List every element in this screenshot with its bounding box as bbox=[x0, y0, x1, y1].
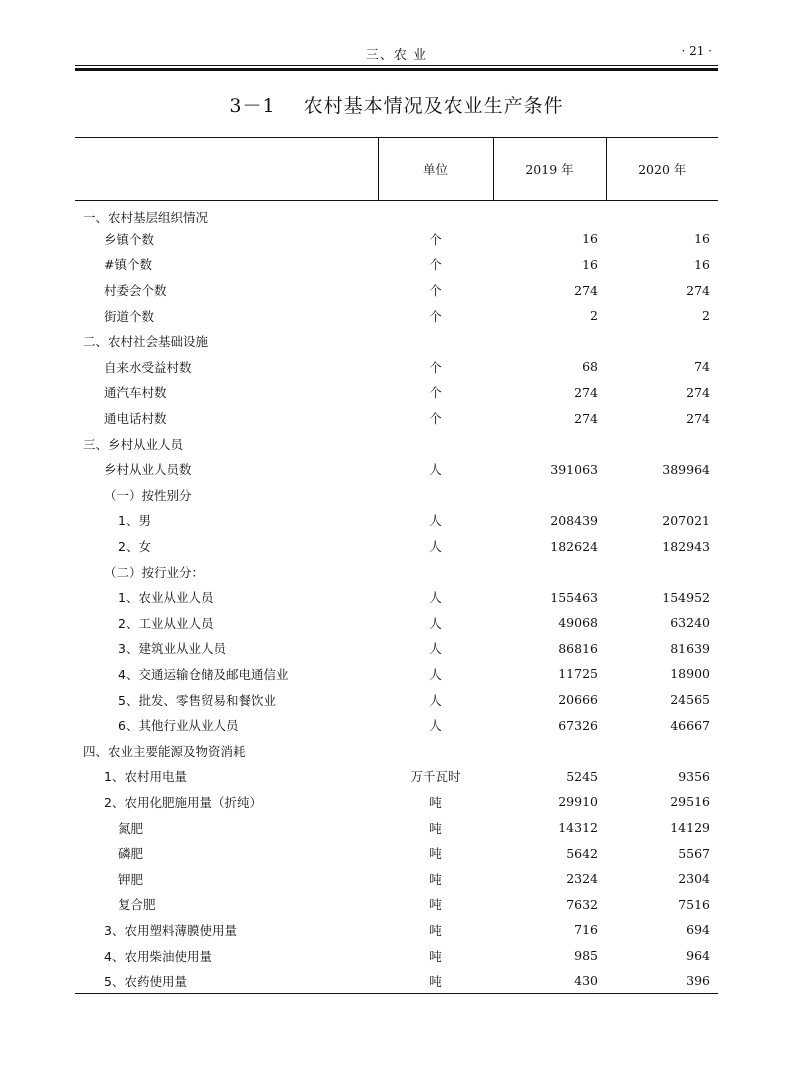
row-item-label: 3、农用塑料薄膜使用量 bbox=[104, 922, 237, 938]
table-number: 3－1 bbox=[229, 95, 276, 117]
row-unit: 吨 bbox=[429, 846, 442, 862]
header-rule-thin bbox=[75, 65, 718, 66]
header-rule-thick bbox=[75, 68, 718, 71]
table-row bbox=[75, 533, 718, 559]
row-item-label: 自来水受益村数 bbox=[104, 359, 192, 375]
row-unit: 人 bbox=[429, 513, 442, 529]
table-row bbox=[75, 866, 718, 892]
row-item-label: 通汽车村数 bbox=[104, 385, 167, 401]
row-unit bbox=[378, 482, 493, 508]
row-item-label: 4、农用柴油使用量 bbox=[104, 948, 212, 964]
row-unit: 人 bbox=[429, 666, 442, 682]
row-unit: 吨 bbox=[429, 948, 442, 964]
table-row bbox=[75, 482, 718, 508]
row-value-2019: 2 bbox=[590, 308, 598, 324]
table-row bbox=[75, 456, 718, 482]
row-value-2019: 67326 bbox=[558, 717, 598, 733]
running-head bbox=[75, 44, 718, 62]
table-row bbox=[75, 584, 718, 610]
table-row bbox=[75, 610, 718, 636]
row-value-2020: 24565 bbox=[670, 692, 710, 708]
row-value-2020: 7516 bbox=[678, 896, 710, 912]
row-value-2020: 396 bbox=[606, 968, 718, 994]
row-value-2019: 274 bbox=[574, 282, 598, 298]
row-value-2019 bbox=[493, 738, 606, 764]
row-value-2020: 274 bbox=[686, 282, 710, 298]
table-row bbox=[75, 892, 718, 918]
row-value-2020: 16 bbox=[694, 256, 710, 272]
table-body bbox=[75, 201, 718, 994]
table-title-text: 农村基本情况及农业生产条件 bbox=[303, 95, 564, 117]
table-row bbox=[75, 380, 718, 406]
table-row bbox=[75, 738, 718, 764]
table-row bbox=[75, 815, 718, 841]
row-value-2019: 182624 bbox=[550, 538, 598, 554]
row-value-2020: 16 bbox=[694, 231, 710, 247]
row-unit: 人 bbox=[429, 641, 442, 657]
row-value-2019: 155463 bbox=[550, 589, 598, 605]
table-row bbox=[75, 840, 718, 866]
row-item-label: 2、农用化肥施用量（折纯） bbox=[104, 794, 262, 810]
row-item-label: 3、建筑业从业人员 bbox=[118, 641, 226, 657]
row-unit bbox=[378, 431, 493, 457]
row-value-2020: 207021 bbox=[662, 512, 710, 528]
row-value-2020: 154952 bbox=[662, 589, 710, 605]
row-value-2019: 5245 bbox=[566, 768, 598, 784]
page-number: · 21 · bbox=[681, 44, 712, 58]
row-value-2020: 694 bbox=[686, 922, 710, 938]
row-item-label: 1、农村用电量 bbox=[104, 769, 187, 785]
row-unit: 人 bbox=[429, 590, 442, 606]
row-item-label: 5、农药使用量 bbox=[75, 968, 378, 994]
row-item-label: 1、农业从业人员 bbox=[118, 590, 214, 606]
table-row bbox=[75, 764, 718, 790]
statistics-table bbox=[75, 137, 718, 994]
row-unit: 个 bbox=[429, 411, 442, 427]
row-unit: 人 bbox=[429, 718, 442, 734]
row-value-2019 bbox=[493, 559, 606, 585]
header-2020: 2020 年 bbox=[606, 138, 718, 201]
table-row bbox=[75, 661, 718, 687]
row-value-2019: 716 bbox=[574, 922, 598, 938]
table-row bbox=[75, 226, 718, 252]
row-item-label: 复合肥 bbox=[118, 897, 156, 913]
row-value-2020: 389964 bbox=[662, 461, 710, 477]
row-unit: 吨 bbox=[429, 820, 442, 836]
row-value-2020 bbox=[606, 431, 718, 457]
header-2019: 2019 年 bbox=[493, 138, 606, 201]
row-unit bbox=[378, 201, 493, 227]
table-row bbox=[75, 405, 718, 431]
row-unit: 个 bbox=[429, 257, 442, 273]
row-item-label: #镇个数 bbox=[104, 257, 152, 273]
row-value-2019: 16 bbox=[582, 256, 598, 272]
row-unit: 人 bbox=[429, 539, 442, 555]
row-item-label: 二、农村社会基础设施 bbox=[83, 334, 209, 350]
table-row bbox=[75, 431, 718, 457]
row-value-2019: 208439 bbox=[550, 512, 598, 528]
row-value-2020: 14129 bbox=[670, 820, 710, 836]
row-item-label: 乡村从业人员数 bbox=[104, 462, 192, 478]
row-unit: 个 bbox=[429, 308, 442, 324]
row-value-2020: 46667 bbox=[670, 717, 710, 733]
table-row bbox=[75, 252, 718, 278]
row-unit: 吨 bbox=[429, 871, 442, 887]
table-row bbox=[75, 328, 718, 354]
row-item-label: （一）按性别分 bbox=[104, 487, 192, 503]
row-unit: 吨 bbox=[429, 794, 442, 810]
row-value-2020: 2 bbox=[702, 308, 710, 324]
row-value-2019: 7632 bbox=[566, 896, 598, 912]
row-value-2020: 29516 bbox=[670, 794, 710, 810]
row-value-2020: 2304 bbox=[678, 871, 710, 887]
row-value-2020: 18900 bbox=[670, 666, 710, 682]
row-value-2019: 16 bbox=[582, 231, 598, 247]
row-value-2019: 274 bbox=[574, 384, 598, 400]
table-row bbox=[75, 943, 718, 969]
row-value-2020 bbox=[606, 738, 718, 764]
row-unit: 人 bbox=[429, 692, 442, 708]
table-row bbox=[75, 917, 718, 943]
table-row bbox=[75, 636, 718, 662]
row-item-label: （二）按行业分： bbox=[104, 564, 205, 580]
row-unit: 万千瓦时 bbox=[410, 769, 461, 785]
row-value-2020: 182943 bbox=[662, 538, 710, 554]
table-row bbox=[75, 354, 718, 380]
row-value-2019 bbox=[493, 328, 606, 354]
row-unit: 吨 bbox=[429, 897, 442, 913]
row-unit: 个 bbox=[429, 359, 442, 375]
row-value-2019: 14312 bbox=[558, 820, 598, 836]
table-row bbox=[75, 687, 718, 713]
row-item-label: 5、批发、零售贸易和餐饮业 bbox=[118, 692, 276, 708]
row-unit: 人 bbox=[429, 615, 442, 631]
row-item-label: 氮肥 bbox=[118, 820, 144, 836]
table-title bbox=[0, 91, 793, 118]
table-row bbox=[75, 303, 718, 329]
table-row bbox=[75, 559, 718, 585]
header-unit: 单位 bbox=[378, 138, 493, 201]
row-value-2019: 68 bbox=[582, 359, 598, 375]
row-value-2019 bbox=[493, 201, 606, 227]
row-value-2020: 9356 bbox=[678, 768, 710, 784]
row-value-2020: 964 bbox=[686, 948, 710, 964]
row-item-label: 4、交通运输仓储及邮电通信业 bbox=[118, 666, 289, 682]
row-value-2020: 63240 bbox=[670, 615, 710, 631]
row-value-2019: 20666 bbox=[558, 692, 598, 708]
row-value-2020 bbox=[606, 201, 718, 227]
row-value-2019: 985 bbox=[574, 948, 598, 964]
row-value-2020 bbox=[606, 482, 718, 508]
row-item-label: 村委会个数 bbox=[104, 283, 167, 299]
row-unit bbox=[378, 738, 493, 764]
row-unit: 个 bbox=[429, 283, 442, 299]
row-value-2019: 11725 bbox=[558, 666, 598, 682]
row-unit: 人 bbox=[429, 462, 442, 478]
row-value-2019: 391063 bbox=[550, 461, 598, 477]
row-value-2019: 430 bbox=[493, 968, 606, 994]
row-unit: 个 bbox=[429, 231, 442, 247]
row-item-label: 一、农村基层组织情况 bbox=[83, 209, 209, 225]
row-unit: 吨 bbox=[378, 968, 493, 994]
row-value-2019: 5642 bbox=[566, 845, 598, 861]
table-row bbox=[75, 277, 718, 303]
row-item-label: 三、乡村从业人员 bbox=[83, 436, 184, 452]
row-item-label: 钾肥 bbox=[118, 871, 144, 887]
row-value-2020: 274 bbox=[686, 410, 710, 426]
row-value-2020: 274 bbox=[686, 384, 710, 400]
row-item-label: 1、男 bbox=[118, 513, 151, 529]
section-title: 三、农 业 bbox=[365, 48, 428, 63]
row-item-label: 四、农业主要能源及物资消耗 bbox=[83, 743, 246, 759]
row-unit bbox=[378, 328, 493, 354]
row-item-label: 磷肥 bbox=[118, 846, 144, 862]
header-item bbox=[75, 138, 378, 201]
row-value-2019: 86816 bbox=[558, 640, 598, 656]
row-value-2020: 5567 bbox=[678, 845, 710, 861]
row-item-label: 2、工业从业人员 bbox=[118, 615, 214, 631]
row-value-2020: 81639 bbox=[670, 640, 710, 656]
row-value-2020: 74 bbox=[694, 359, 710, 375]
table-row bbox=[75, 968, 718, 994]
row-value-2019: 2324 bbox=[566, 871, 598, 887]
table-row bbox=[75, 789, 718, 815]
row-unit bbox=[378, 559, 493, 585]
row-value-2019 bbox=[493, 482, 606, 508]
table-row bbox=[75, 508, 718, 534]
row-unit: 吨 bbox=[429, 922, 442, 938]
table-header-row bbox=[75, 138, 718, 201]
row-value-2019: 49068 bbox=[558, 615, 598, 631]
row-value-2019: 29910 bbox=[558, 794, 598, 810]
row-value-2019: 274 bbox=[574, 410, 598, 426]
row-item-label: 乡镇个数 bbox=[104, 231, 155, 247]
row-value-2019 bbox=[493, 431, 606, 457]
row-item-label: 通电话村数 bbox=[104, 411, 167, 427]
row-value-2020 bbox=[606, 328, 718, 354]
row-value-2020 bbox=[606, 559, 718, 585]
row-unit: 个 bbox=[429, 385, 442, 401]
table-row bbox=[75, 201, 718, 227]
row-item-label: 街道个数 bbox=[104, 308, 155, 324]
row-item-label: 2、女 bbox=[118, 539, 151, 555]
row-item-label: 6、其他行业从业人员 bbox=[118, 718, 239, 734]
table-row bbox=[75, 712, 718, 738]
